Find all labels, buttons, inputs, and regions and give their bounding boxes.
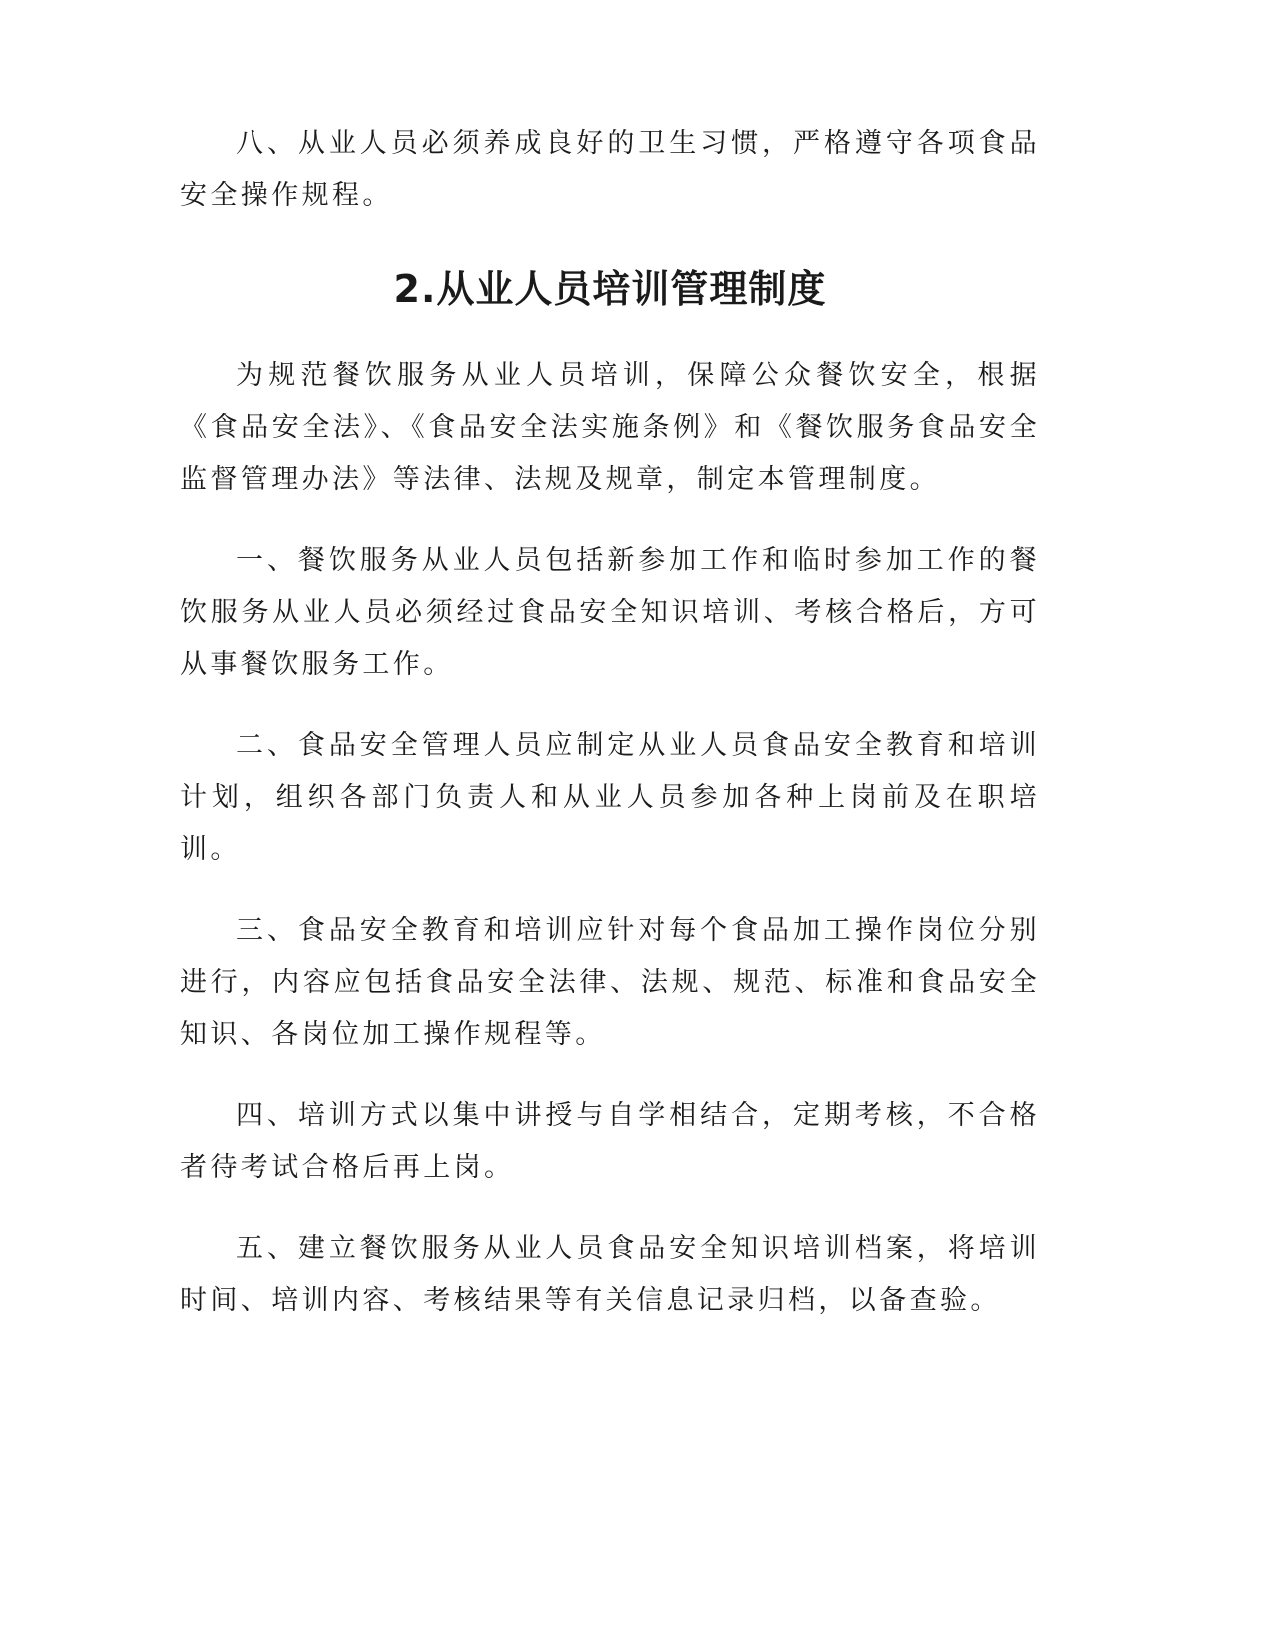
paragraph-item-2: 二、食品安全管理人员应制定从业人员食品安全教育和培训计划，组织各部门负责人和从业人员参加各种上岗前及在职培训。 bbox=[180, 730, 1040, 865]
intro-paragraph: 为规范餐饮服务从业人员培训，保障公众餐饮安全，根据《食品安全法》、《食品安全法实施条例》和《餐饮服务食品安全监督管理办法》等法律、法规及规章，制定本管理制度。 bbox=[180, 360, 1040, 495]
paragraph-item-5: 五、建立餐饮服务从业人员食品安全知识培训档案，将培训时间、培训内容、考核结果等有关信息记录归档，以备查验。 bbox=[180, 1233, 1040, 1316]
paragraph-item-4: 四、培训方式以集中讲授与自学相结合，定期考核，不合格者待考试合格后再上岗。 bbox=[180, 1100, 1040, 1183]
paragraph-item-3: 三、食品安全教育和培训应针对每个食品加工操作岗位分别进行，内容应包括食品安全法律、法规、规范、标准和食品安全知识、各岗位加工操作规程等。 bbox=[180, 915, 1040, 1050]
paragraph-item-8: 八、从业人员必须养成良好的卫生习惯，严格遵守各项食品安全操作规程。 bbox=[180, 128, 1040, 211]
document-page bbox=[180, 118, 1040, 1356]
paragraph-item-1: 一、餐饮服务从业人员包括新参加工作和临时参加工作的餐饮服务从业人员必须经过食品安全知识培训、考核合格后，方可从事餐饮服务工作。 bbox=[180, 545, 1040, 680]
section-heading: 2.从业人员培训管理制度 bbox=[393, 267, 827, 311]
